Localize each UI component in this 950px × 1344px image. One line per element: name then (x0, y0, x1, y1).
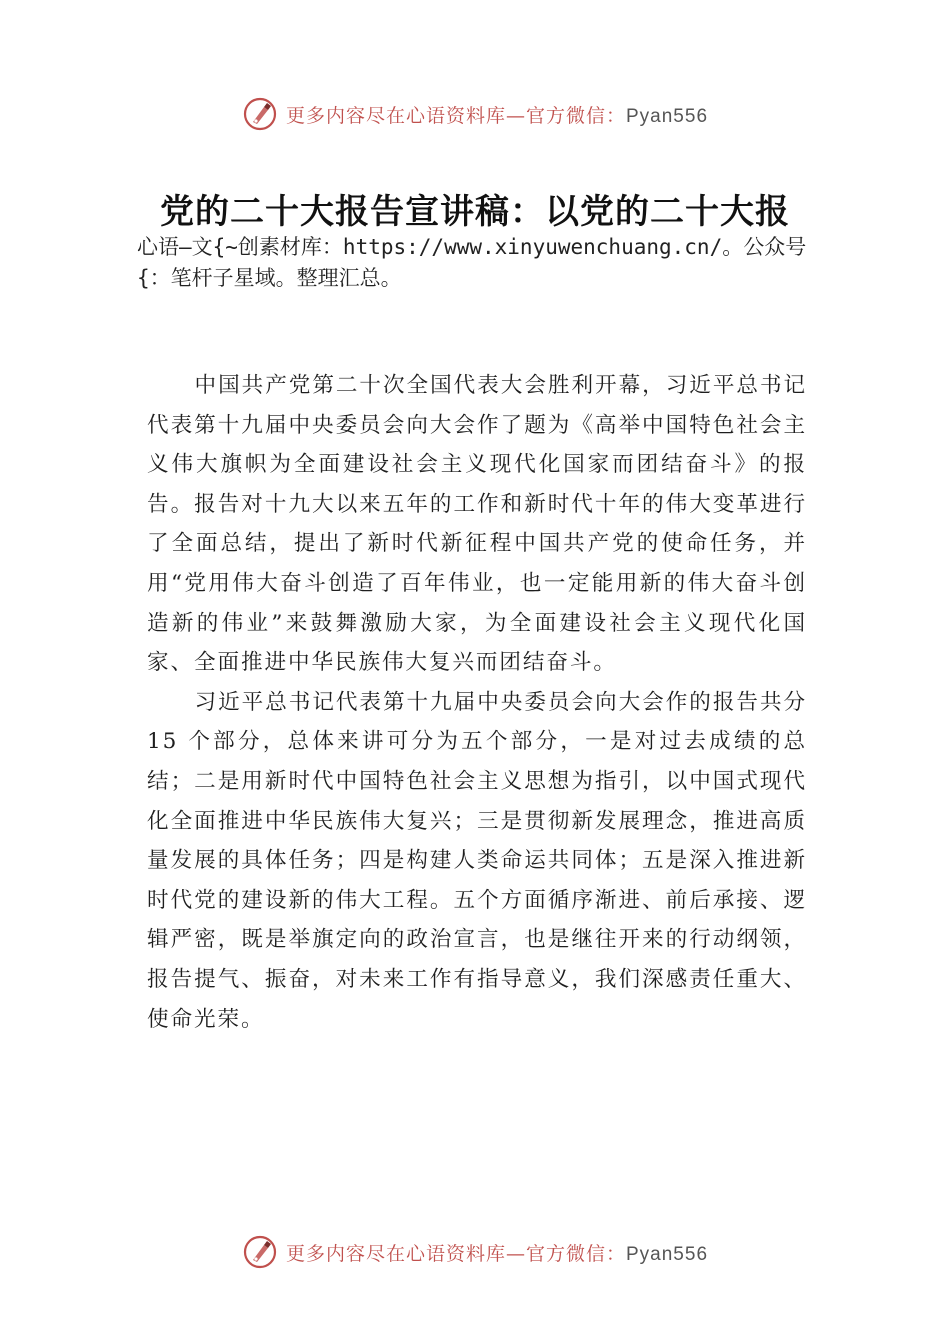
document-title: 党的二十大报告宣讲稿：以党的二十大报 (160, 192, 790, 232)
footer-banner (0, 1232, 950, 1272)
banner-wechat-id: Pyan556 (626, 105, 709, 127)
banner-text (286, 1239, 708, 1266)
banner-text (286, 101, 708, 128)
banner-wechat-id: Pyan556 (626, 1243, 709, 1265)
banner-text-main: 更多内容尽在心语资料库—官方微信： (285, 1242, 626, 1265)
paragraph: 习近平总书记代表第十九届中央委员会向大会作的报告共分 15 个部分，总体来讲可分为五个部分，一是对过去成绩的总结；二是用新时代中国特色社会主义思想为指引，以中国式现代化全面推进中华民族伟大复兴；三是贯彻新发展理念，推进高质量发展的具体任务；四是构建人类命运共同体；五是深入推进新时代党的建设新的伟大工程。五个方面循序渐进、前后承接、逻辑严密，既是举旗定向的政治宣言，也是继往开来的行动纲领，报告提气、振奋，对未来工作有指导意义，我们深感责任重大、使命光荣。 (147, 689, 807, 1032)
pen-nib-circle-logo-icon (242, 96, 278, 132)
document-body (147, 366, 807, 1039)
header-banner (0, 94, 950, 134)
banner-text-main: 更多内容尽在心语资料库—官方微信： (285, 104, 626, 127)
paragraph: 中国共产党第二十次全国代表大会胜利开幕，习近平总书记代表第十九届中央委员会向大会作了题为《高举中国特色社会主义伟大旗帜为全面建设社会主义现代化国家而团结奋斗》的报告。报告对十九大以来五年的工作和新时代十年的伟大变革进行了全面总结，提出了新时代新征程中国共产党的使命任务，并用“党用伟大奋斗创造了百年伟业，也一定能用新的伟大奋斗创造新的伟业”来鼓舞激励大家，为全面建设社会主义现代化国家、全面推进中华民族伟大复兴而团结奋斗。 (147, 373, 807, 676)
pen-nib-circle-logo-icon (242, 1234, 278, 1270)
source-line: 心语—文{~创素材库：https://www.xinyuwenchuang.cn/。公众号{：笔杆子星域。整理汇总。 (137, 235, 807, 290)
